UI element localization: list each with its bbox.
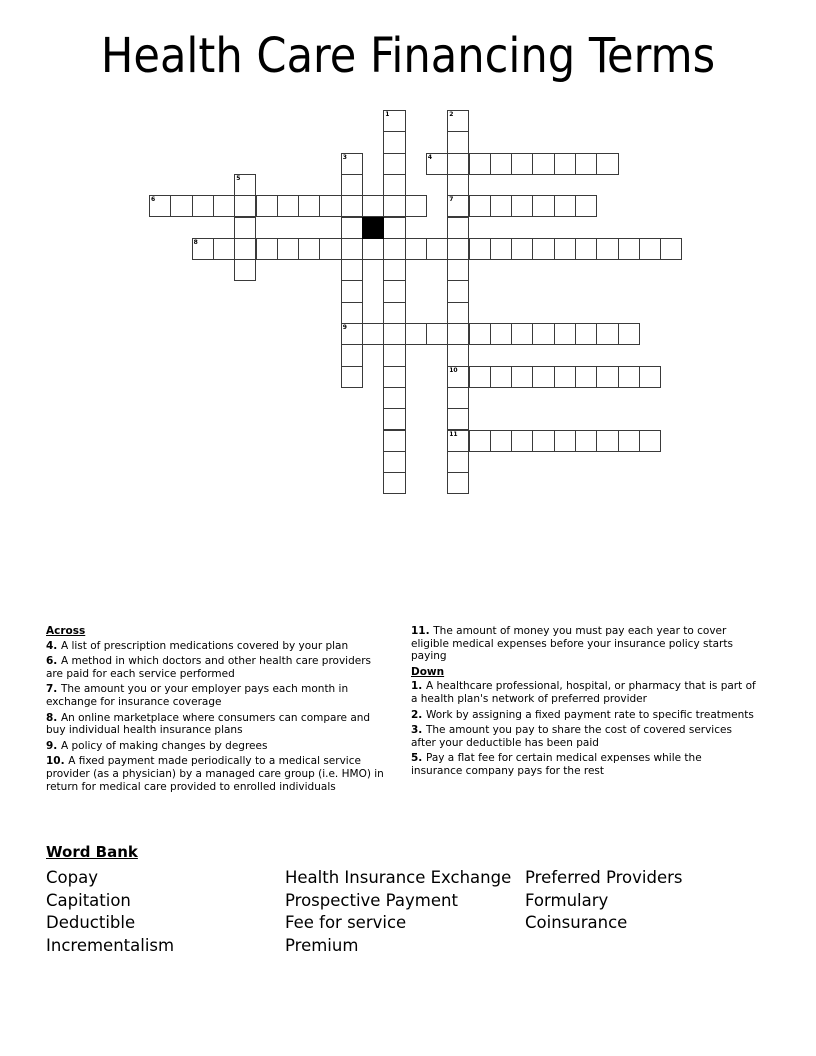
clue-number: 10. xyxy=(46,755,69,768)
clue-number: 6. xyxy=(46,655,61,668)
grid-cell[interactable] xyxy=(341,153,363,175)
grid-cell[interactable] xyxy=(170,195,192,217)
grid-cell[interactable] xyxy=(383,110,405,132)
clue-text: Pay a flat fee for certain medical expenses while the insurance company pays for the rest xyxy=(411,752,702,777)
grid-cell[interactable] xyxy=(447,408,469,430)
clue-number: 4. xyxy=(46,639,61,652)
grid-cell[interactable] xyxy=(575,195,597,217)
grid-cell[interactable] xyxy=(383,238,405,260)
grid-cell[interactable] xyxy=(447,472,469,494)
grid-cell[interactable] xyxy=(383,430,405,452)
word-bank-word: Preferred Providers xyxy=(525,868,683,887)
grid-cell[interactable] xyxy=(383,153,405,175)
grid-cell[interactable] xyxy=(447,280,469,302)
word-bank-section xyxy=(46,843,776,955)
clue-number: 9. xyxy=(46,739,61,752)
grid-cell[interactable] xyxy=(554,366,576,388)
grid-cell[interactable] xyxy=(383,344,405,366)
grid-cell[interactable] xyxy=(405,323,427,345)
grid-cell[interactable] xyxy=(554,238,576,260)
grid-cell[interactable] xyxy=(447,238,469,260)
grid-cell[interactable] xyxy=(234,217,256,239)
grid-cell[interactable] xyxy=(383,280,405,302)
grid-cell[interactable] xyxy=(319,195,341,217)
grid-cell[interactable] xyxy=(511,153,533,175)
grid-cell[interactable] xyxy=(341,280,363,302)
grid-cell[interactable] xyxy=(383,195,405,217)
grid-cell[interactable] xyxy=(405,238,427,260)
grid-cell[interactable] xyxy=(341,174,363,196)
grid-cell[interactable] xyxy=(383,174,405,196)
word-bank-word: Incrementalism xyxy=(46,935,175,955)
down-heading: Down xyxy=(411,665,445,678)
grid-cell[interactable] xyxy=(469,366,491,388)
grid-cell[interactable] xyxy=(447,430,469,452)
clue-across-7 xyxy=(46,683,391,708)
grid-cell[interactable] xyxy=(639,238,661,260)
grid-cell[interactable] xyxy=(341,302,363,324)
clue-text: A policy of making changes by degrees xyxy=(60,739,268,752)
grid-cell[interactable] xyxy=(341,344,363,366)
grid-cell[interactable] xyxy=(341,259,363,281)
word-bank-column xyxy=(46,867,286,957)
clue-text: An online marketplace where consumers can compare and buy individual health insurance plans xyxy=(46,711,371,737)
grid-cell[interactable] xyxy=(532,238,554,260)
grid-cell[interactable] xyxy=(575,323,597,345)
clue-across-8 xyxy=(46,712,391,737)
word-bank-title: Word Bank xyxy=(46,843,138,861)
word-bank-column xyxy=(525,867,765,935)
grid-cell[interactable] xyxy=(277,195,299,217)
grid-cell[interactable] xyxy=(532,195,554,217)
grid-cell[interactable] xyxy=(256,238,278,260)
grid-cell-number: 3 xyxy=(342,153,347,161)
grid-cell[interactable] xyxy=(596,366,618,388)
page-title: Health Care Financing Terms xyxy=(100,28,716,84)
grid-cell-number: 11 xyxy=(449,430,458,438)
grid-cell[interactable] xyxy=(511,430,533,452)
grid-cell[interactable] xyxy=(426,238,448,260)
grid-cell[interactable] xyxy=(554,323,576,345)
clue-across-9 xyxy=(46,740,391,753)
grid-cell[interactable] xyxy=(277,238,299,260)
word-bank-word: Formulary xyxy=(525,890,609,910)
grid-cell[interactable] xyxy=(256,195,278,217)
grid-cell[interactable] xyxy=(596,153,618,175)
grid-cell[interactable] xyxy=(234,174,256,196)
grid-cell[interactable] xyxy=(554,153,576,175)
clues-column-left xyxy=(46,625,391,796)
clue-text: The amount you or your employer pays each month in exchange for insurance coverage xyxy=(46,683,349,708)
clues-column-right xyxy=(411,625,756,781)
word-bank-word: Coinsurance xyxy=(525,913,628,932)
grid-cell[interactable] xyxy=(383,259,405,281)
clue-number: 11. xyxy=(411,625,434,637)
grid-cell[interactable] xyxy=(532,366,554,388)
grid-cell[interactable] xyxy=(447,217,469,239)
word-bank-column xyxy=(285,867,525,957)
grid-cell[interactable] xyxy=(383,131,405,153)
grid-cell[interactable] xyxy=(298,195,320,217)
grid-cell-number: 7 xyxy=(449,196,454,204)
grid-cell[interactable] xyxy=(405,195,427,217)
grid-cell[interactable] xyxy=(341,366,363,388)
grid-cell[interactable] xyxy=(426,323,448,345)
grid-cell[interactable] xyxy=(532,430,554,452)
grid-cell[interactable] xyxy=(447,110,469,132)
grid-cell[interactable] xyxy=(618,366,640,388)
across-heading: Across xyxy=(46,625,86,637)
clue-text: Work by assigning a fixed payment rate to specific treatments xyxy=(425,708,754,721)
grid-cell[interactable] xyxy=(383,408,405,430)
grid-cell-number: 2 xyxy=(449,111,454,118)
word-bank-word: Deductible xyxy=(46,913,136,932)
grid-cell[interactable] xyxy=(383,323,405,345)
grid-cell[interactable] xyxy=(447,131,469,153)
grid-cell[interactable] xyxy=(341,238,363,260)
clue-text: The amount you pay to share the cost of covered services after your deductible has been paid xyxy=(411,724,732,749)
grid-cell[interactable] xyxy=(490,195,512,217)
grid-cell[interactable] xyxy=(596,238,618,260)
grid-cell[interactable] xyxy=(511,195,533,217)
grid-cell[interactable] xyxy=(319,238,341,260)
grid-cell[interactable] xyxy=(532,323,554,345)
grid-cell[interactable] xyxy=(447,323,469,345)
clue-down-1 xyxy=(411,680,756,705)
grid-cell[interactable] xyxy=(192,238,214,260)
grid-cell[interactable] xyxy=(511,238,533,260)
grid-cell-number: 10 xyxy=(449,366,458,374)
grid-cell[interactable] xyxy=(234,259,256,281)
grid-cell[interactable] xyxy=(511,323,533,345)
grid-cell[interactable] xyxy=(426,153,448,175)
grid-cell[interactable] xyxy=(660,238,682,260)
grid-cell[interactable] xyxy=(213,195,235,217)
grid-cell[interactable] xyxy=(469,195,491,217)
grid-cell[interactable] xyxy=(618,238,640,260)
clue-down-3 xyxy=(411,724,756,749)
grid-cell[interactable] xyxy=(383,451,405,473)
grid-cell-number: 4 xyxy=(427,153,433,161)
grid-cell[interactable] xyxy=(554,195,576,217)
clue-number: 8. xyxy=(46,711,61,724)
word-bank-word: Prospective Payment xyxy=(285,890,458,910)
grid-cell[interactable] xyxy=(469,323,491,345)
grid-cell-number: 1 xyxy=(385,111,390,118)
grid-cell[interactable] xyxy=(341,195,363,217)
grid-cell[interactable] xyxy=(341,323,363,345)
grid-cell[interactable] xyxy=(532,153,554,175)
grid-cell[interactable] xyxy=(447,174,469,196)
clue-across-6 xyxy=(46,655,391,680)
grid-cell[interactable] xyxy=(383,366,405,388)
grid-cell[interactable] xyxy=(575,153,597,175)
grid-cell[interactable] xyxy=(213,238,235,260)
grid-cell[interactable] xyxy=(447,259,469,281)
grid-cell[interactable] xyxy=(447,302,469,324)
grid-cell[interactable] xyxy=(447,153,469,175)
clue-text: A method in which doctors and other health care providers are paid for each service performed xyxy=(46,655,372,680)
word-bank-word: Health Insurance Exchange xyxy=(285,868,512,887)
grid-cell[interactable] xyxy=(618,323,640,345)
grid-cell[interactable] xyxy=(490,323,512,345)
grid-cell[interactable] xyxy=(234,195,256,217)
grid-cell[interactable] xyxy=(149,195,171,217)
clue-text: A list of prescription medications covered by your plan xyxy=(60,639,349,652)
grid-cell[interactable] xyxy=(341,217,363,239)
word-bank-word: Capitation xyxy=(46,890,131,910)
clue-number: 2. xyxy=(411,708,426,721)
clues-section xyxy=(46,625,776,830)
grid-cell[interactable] xyxy=(362,238,384,260)
grid-cell[interactable] xyxy=(447,387,469,409)
grid-cell[interactable] xyxy=(575,366,597,388)
clue-across-4 xyxy=(46,640,391,653)
crossword-grid xyxy=(0,0,816,520)
grid-cell[interactable] xyxy=(554,430,576,452)
clue-down-2 xyxy=(411,709,756,722)
grid-cell[interactable] xyxy=(447,195,469,217)
grid-cell[interactable] xyxy=(575,238,597,260)
grid-cell[interactable] xyxy=(639,366,661,388)
grid-cell-number: 5 xyxy=(236,174,241,182)
grid-cell[interactable] xyxy=(383,302,405,324)
grid-cell[interactable] xyxy=(192,195,214,217)
grid-cell[interactable] xyxy=(447,344,469,366)
clue-text: A healthcare professional, hospital, or pharmacy that is part of a health plan's network of preferred provider xyxy=(411,680,756,705)
grid-cell[interactable] xyxy=(362,195,384,217)
grid-cell[interactable] xyxy=(618,430,640,452)
grid-cell[interactable] xyxy=(639,430,661,452)
clue-text: A fixed payment made periodically to a medical service provider (as a physician) by a managed care group (i.e. HMO) in return for medical care provided to enrolled individuals xyxy=(46,755,384,793)
clue-number: 5. xyxy=(411,752,426,765)
grid-cell[interactable] xyxy=(490,430,512,452)
word-bank-word: Fee for service xyxy=(285,913,407,932)
grid-cell[interactable] xyxy=(383,387,405,409)
grid-cell[interactable] xyxy=(511,366,533,388)
grid-cell[interactable] xyxy=(362,323,384,345)
grid-cell[interactable] xyxy=(596,323,618,345)
grid-cell-number: 6 xyxy=(151,196,156,204)
grid-cell[interactable] xyxy=(383,217,405,239)
clue-text: The amount of money you must pay each year to cover eligible medical expenses before your insurance policy starts paying xyxy=(411,625,733,663)
grid-cell[interactable] xyxy=(298,238,320,260)
grid-cell[interactable] xyxy=(383,472,405,494)
clue-number: 3. xyxy=(411,724,426,737)
grid-cell[interactable] xyxy=(469,430,491,452)
grid-cell[interactable] xyxy=(447,451,469,473)
grid-cell[interactable] xyxy=(490,366,512,388)
grid-cell[interactable] xyxy=(469,153,491,175)
grid-cell[interactable] xyxy=(447,366,469,388)
grid-block-cell xyxy=(362,217,384,239)
clue-across-11 xyxy=(411,625,756,663)
grid-cell[interactable] xyxy=(490,238,512,260)
word-bank-word: Premium xyxy=(285,935,359,955)
clue-number: 1. xyxy=(411,680,426,693)
clue-down-5 xyxy=(411,752,756,777)
grid-cell-number: 8 xyxy=(193,238,198,246)
word-bank-word: Copay xyxy=(46,868,98,887)
clue-across-10 xyxy=(46,755,391,793)
grid-cell[interactable] xyxy=(575,430,597,452)
grid-cell-number: 9 xyxy=(342,324,347,331)
grid-cell[interactable] xyxy=(234,238,256,260)
clue-number: 7. xyxy=(46,683,61,696)
grid-cell[interactable] xyxy=(490,153,512,175)
grid-cell[interactable] xyxy=(469,238,491,260)
grid-cell[interactable] xyxy=(596,430,618,452)
